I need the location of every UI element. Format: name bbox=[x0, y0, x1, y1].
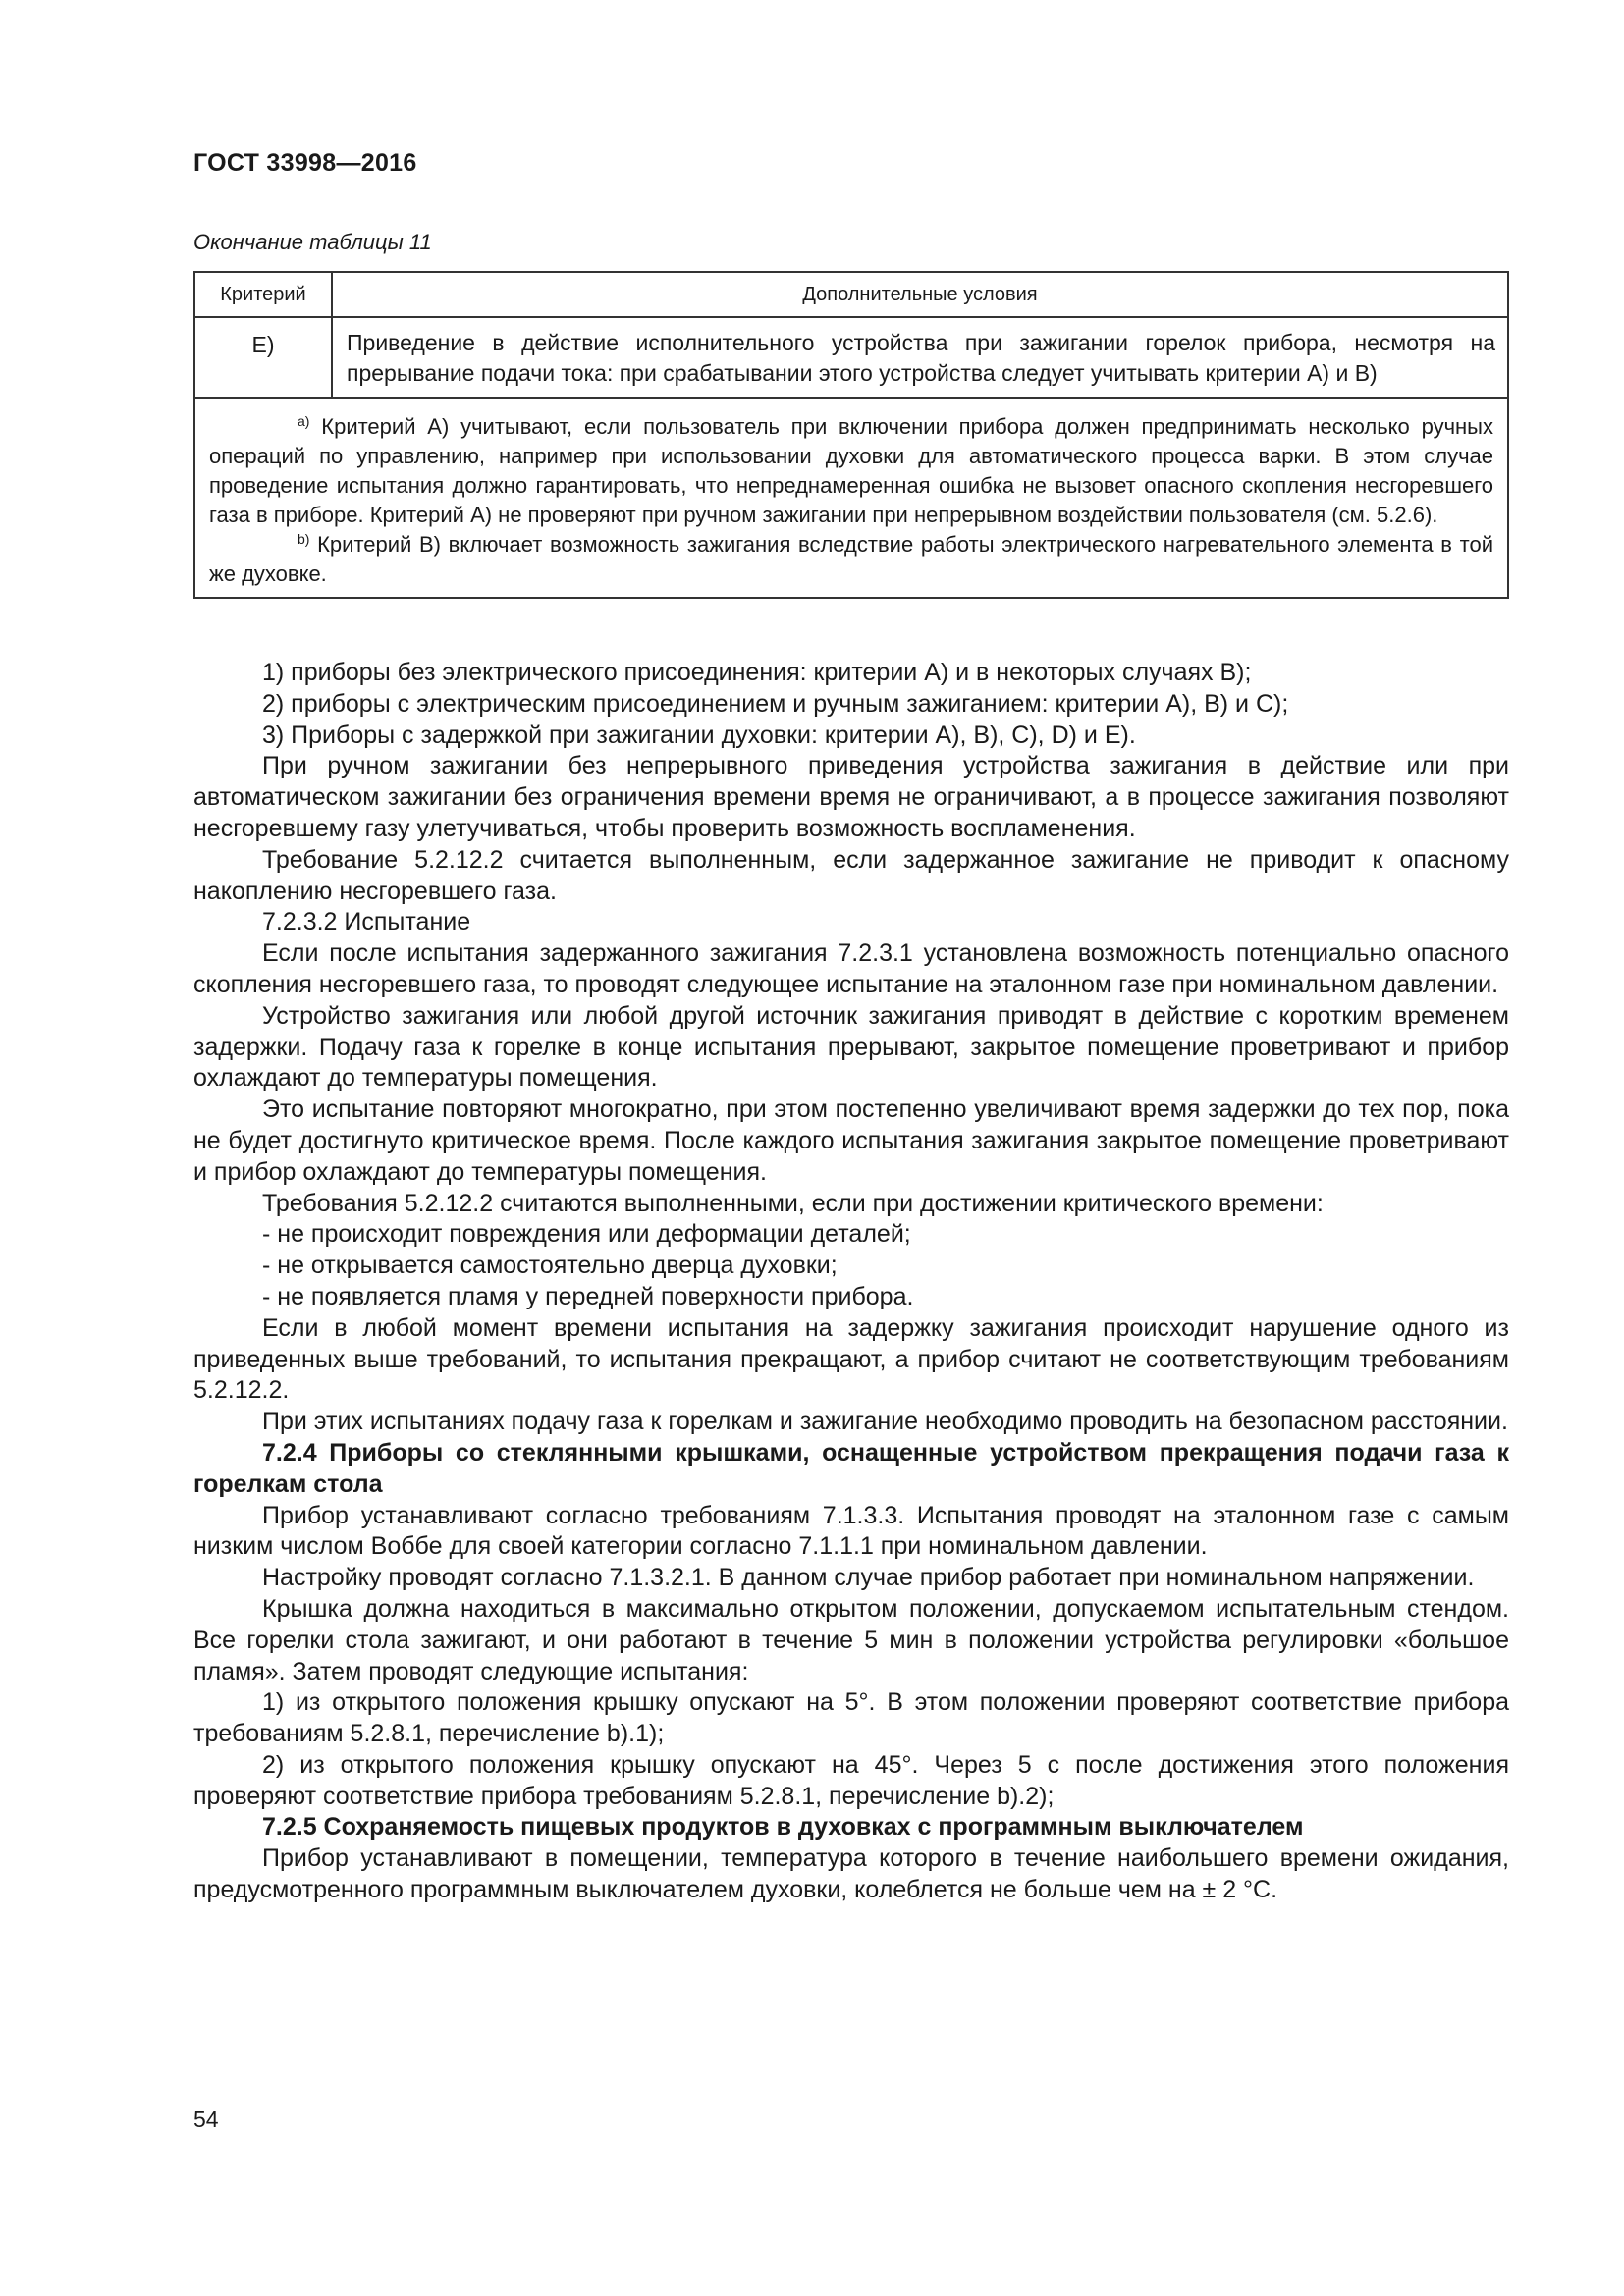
list-item: - не происходит повреждения или деформации деталей; bbox=[262, 1220, 911, 1249]
list-item: 1) из открытого положения крышку опускают на 5°. В этом положении проверяют соответствие прибора требованиям 5.2.8.1, перечисление b).1); bbox=[193, 1688, 1509, 1748]
table-caption: Окончание таблицы 11 bbox=[193, 230, 432, 254]
paragraph: Если в любой момент времени испытания на задержку зажигания происходит нарушение одного из приведенных выше требований, то испытания прекращают, а прибор считают не соответствующим требованиям 5.2.12.2. bbox=[193, 1313, 1509, 1405]
paragraph: При ручном зажигании без непрерывного приведения устройства зажигания в действие или при автоматическом зажигании без ограничения времени время не ограничивают, а в процессе зажигания позволяют несгоревшему газу улетучиваться, чтобы проверить возможность воспламенения. bbox=[193, 752, 1509, 842]
footnote-a bbox=[209, 412, 1493, 530]
column-header-criterion: Критерий bbox=[194, 272, 332, 317]
footnote-text: Критерий B) включает возможность зажигания вследствие работы электрического нагревательного элемента в той же духовке. bbox=[209, 532, 1493, 586]
body-text bbox=[193, 658, 1509, 1906]
condition-cell: Приведение в действие исполнительного устройства при зажигании горелок прибора, несмотря на прерывание подачи тока: при срабатывании этого устройства следует учитывать критерии A) и B) bbox=[332, 317, 1508, 398]
footnote-mark: a) bbox=[298, 413, 310, 429]
paragraph: При этих испытаниях подачу газа к горелкам и зажигание необходимо проводить на безопасном расстоянии. bbox=[262, 1408, 1508, 1436]
list-item: 2) приборы с электрическим присоединением и ручным зажиганием: критерии A), B) и C); bbox=[262, 689, 1289, 718]
paragraph: Это испытание повторяют многократно, при этом постепенно увеличивают время задержки до тех пор, пока не будет достигнуто критическое время. После каждого испытания зажигания закрытое помещение проветривают и прибор охлаждают до температуры помещения. bbox=[193, 1095, 1509, 1186]
paragraph: Настройку проводят согласно 7.1.3.2.1. В данном случае прибор работает при номинальном напряжении. bbox=[262, 1564, 1475, 1592]
table-footnote-row bbox=[194, 398, 1508, 598]
list-item: - не открывается самостоятельно дверца духовки; bbox=[262, 1252, 838, 1280]
table-header-row bbox=[194, 272, 1508, 317]
footnotes-cell bbox=[194, 398, 1508, 598]
table-row bbox=[194, 317, 1508, 398]
paragraph: Если после испытания задержанного зажигания 7.2.3.1 установлена возможность потенциально опасного скопления несгоревшего газа, то проводят следующее испытание на эталонном газе при номинальном давлении. bbox=[193, 939, 1509, 998]
paragraph: Прибор устанавливают согласно требованиям 7.1.3.3. Испытания проводят на эталонном газе с самым низким числом Воббе для своей категории согласно 7.1.1.1 при номинальном давлении. bbox=[193, 1501, 1509, 1561]
paragraph: Крышка должна находиться в максимально открытом положении, допускаемом испытательным стендом. Все горелки стола зажигают, и они работают в течение 5 мин в положении устройства регулировки «большое пламя». Затем проводят следующие испытания: bbox=[193, 1594, 1509, 1685]
list-item: 2) из открытого положения крышку опускают на 45°. Через 5 с после достижения этого положения проверяют соответствие прибора требованиям 5.2.8.1, перечисление b).2); bbox=[193, 1750, 1509, 1810]
paragraph: Требования 5.2.12.2 считаются выполненными, если при достижении критического времени: bbox=[262, 1189, 1324, 1217]
paragraph: Прибор устанавливают в помещении, температура которого в течение наибольшего времени ожидания, предусмотренного программным выключателем духовки, колеблется не больше чем на ± 2 °С. bbox=[193, 1844, 1509, 1904]
footnote-b bbox=[209, 530, 1493, 589]
footnote-text: Критерий A) учитывают, если пользователь при включении прибора должен предпринимать несколько ручных операций по управлению, например при использовании духовки для автоматического процесса варки. В этом случае проведение испытания должно гарантировать, что непреднамеренная ошибка не вызовет опасного скопления несгоревшего газа в приборе. Критерий A) не проверяют при ручном зажигании при непрерывном воздействии пользователя (см. 5.2.6). bbox=[209, 414, 1493, 527]
subsection-heading: 7.2.3.2 Испытание bbox=[262, 908, 471, 936]
footnote-mark: b) bbox=[298, 531, 310, 547]
column-header-conditions: Дополнительные условия bbox=[332, 272, 1508, 317]
table-11 bbox=[193, 271, 1509, 599]
criterion-cell: E) bbox=[194, 317, 332, 398]
list-item: 1) приборы без электрического присоединения: критерии A) и в некоторых случаях B); bbox=[262, 659, 1252, 686]
paragraph: Требование 5.2.12.2 считается выполненным, если задержанное зажигание не приводит к опасному накоплению несгоревшего газа. bbox=[193, 845, 1509, 905]
paragraph: Устройство зажигания или любой другой источник зажигания приводят в действие с коротким временем задержки. Подачу газа к горелке в конце испытания прерывают, закрытое помещение проветривают и прибор охлаждают до температуры помещения. bbox=[193, 1001, 1509, 1093]
section-heading-7-2-5: 7.2.5 Сохраняемость пищевых продуктов в духовках с программным выключателем bbox=[262, 1813, 1304, 1842]
document-code: ГОСТ 33998—2016 bbox=[193, 149, 417, 177]
list-item: - не появляется пламя у передней поверхности прибора. bbox=[262, 1282, 914, 1310]
list-item: 3) Приборы с задержкой при зажигании духовки: критерии A), B), C), D) и E). bbox=[262, 721, 1136, 749]
section-heading-7-2-4: 7.2.4 Приборы со стеклянными крышками, оснащенные устройством прекращения подачи газа к горелкам стола bbox=[193, 1438, 1509, 1498]
page-number: 54 bbox=[193, 2107, 219, 2132]
